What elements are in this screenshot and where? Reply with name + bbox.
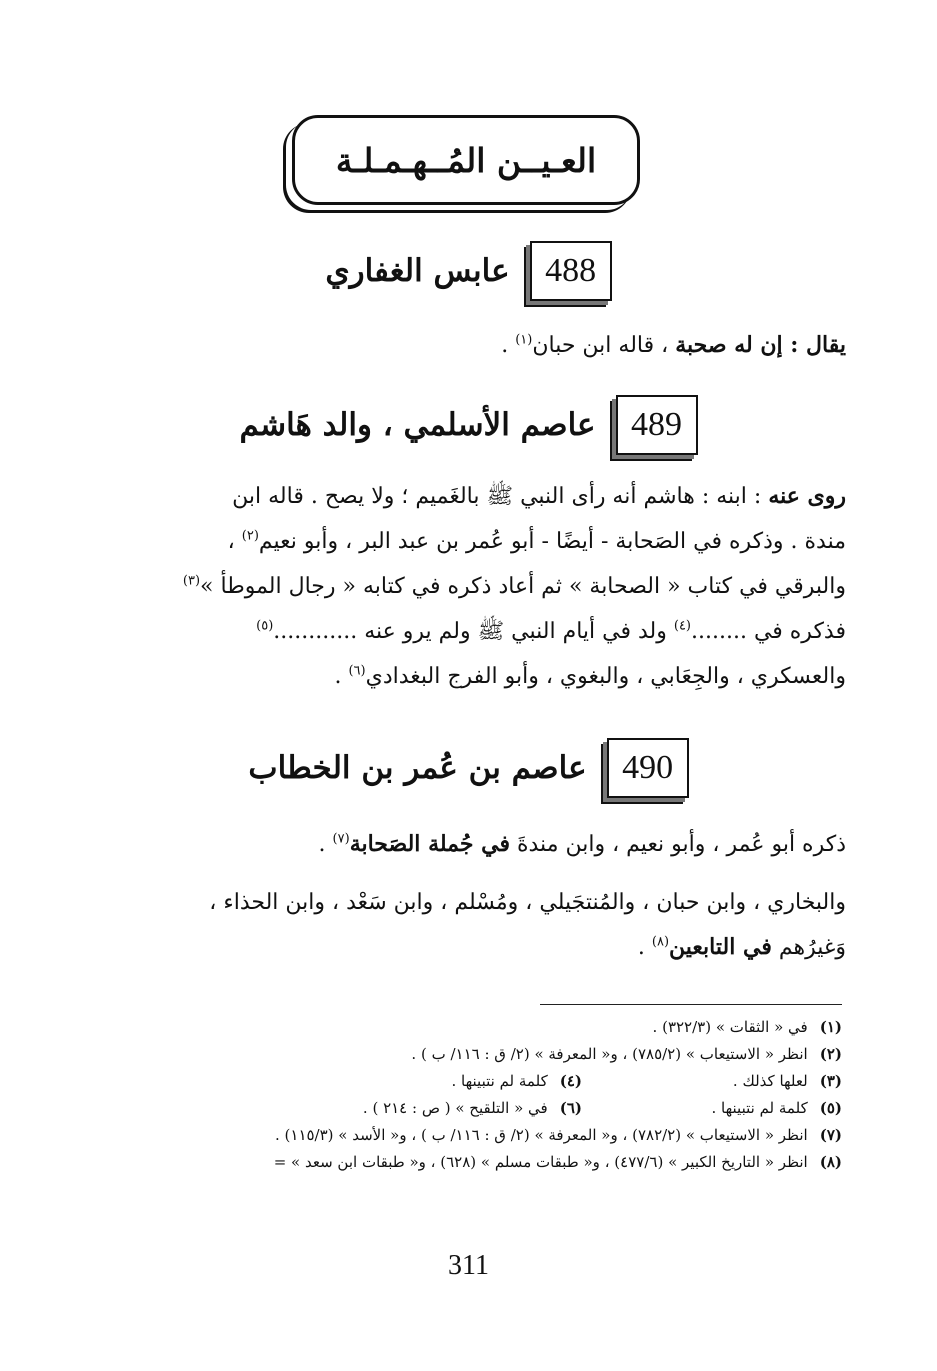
- footnote-1: [653, 1014, 842, 1041]
- entry-490-text-2: [92, 880, 846, 970]
- text-span: وَغيرُهم: [771, 935, 846, 960]
- footnote-row: [90, 1068, 842, 1095]
- footnote-text: كلمة لم نتبينها .: [711, 1099, 808, 1117]
- footnote-row: [90, 1122, 842, 1149]
- footnote-ref: (٢): [241, 528, 259, 544]
- bold-phrase: روى عنه: [768, 483, 846, 509]
- bold-phrase: يقال : إن له صحبة: [675, 332, 846, 358]
- bold-phrase: في التابعين: [669, 934, 772, 960]
- text-line: [92, 925, 846, 970]
- chapter-heading-box: [292, 115, 640, 205]
- footnote-row: [90, 1149, 842, 1176]
- text-line: [92, 609, 846, 654]
- footnote-ref: (٦): [348, 663, 366, 679]
- text-span: مندة . وذكره في الصَحابة - أيضًا - أبو عُمر بن عبد البر ، وأبو نعيم: [258, 529, 846, 554]
- text-line: [92, 564, 846, 609]
- footnote-ref: (٥): [256, 618, 274, 634]
- text-span: .: [334, 664, 349, 689]
- text-span: والبرقي في كتاب « الصحابة » ثم أعاد ذكره في كتابه « رجال الموطأ »: [200, 574, 846, 599]
- entry-name: عابس الغفاري: [325, 253, 510, 289]
- entry-name: عاصم الأسلمي ، والد هَاشم: [239, 407, 596, 443]
- text-span: .: [637, 935, 652, 960]
- footnote-row: [90, 1041, 842, 1068]
- footnote-text: في « التلقيح » ( ص : ٢١٤ ) .: [362, 1099, 548, 1117]
- footnote-ref: (٣): [182, 573, 201, 589]
- footnote-text: كلمة لم نتبينها .: [451, 1072, 548, 1090]
- text-span: ، قاله ابن حبان: [532, 333, 676, 358]
- entry-490-text-1: [92, 822, 846, 867]
- footnote-row: [90, 1095, 842, 1122]
- bold-phrase: في جُملة الصَحابة: [349, 831, 510, 857]
- entry-heading-488: [0, 238, 937, 304]
- footnote-number: (٦): [559, 1099, 582, 1117]
- footnote-text: انظر « الاستيعاب » (٧٨٢/٢) ، و« المعرفة » (٢/ ق : ١١٦/ ب ) ، و« الأسد » (١١٥/٣) .: [275, 1126, 808, 1144]
- footnote-8: [274, 1149, 842, 1176]
- footnote-2: [411, 1041, 842, 1068]
- footnote-ref: (١): [515, 332, 533, 348]
- footnote-text: انظر « التاريخ الكبير » (٤٧٧/٦) ، و« طبقات مسلم » (٦٢٨) ، و« طبقات ابن سعد » =: [273, 1153, 808, 1171]
- entry-number-box: 488: [530, 241, 612, 301]
- text-span: ولد في أيام النبي ﷺ ولم يرو عنه ............: [273, 619, 674, 644]
- page-number: 311: [448, 1250, 489, 1281]
- entry-number-box: 490: [607, 738, 689, 798]
- text-span: فذكره في ........: [691, 619, 846, 644]
- footnote-text: في « الثقات » (٣٢٢/٣) .: [652, 1018, 808, 1036]
- footnote-number: (٥): [819, 1099, 842, 1117]
- footnote-number: (٧): [819, 1126, 842, 1144]
- text-line: [92, 654, 846, 699]
- footnote-number: (١): [819, 1018, 842, 1036]
- footnote-divider: [540, 1004, 842, 1005]
- footnotes: [90, 1014, 842, 1176]
- entry-name: عاصم بن عُمر بن الخطاب: [248, 750, 587, 786]
- text-span: : ابنه : هاشم أنه رأى النبي ﷺ بالغَميم ؛ ولا يصح . قاله ابن: [232, 484, 769, 509]
- footnote-5: [582, 1095, 842, 1122]
- footnote-ref: (٨): [651, 934, 670, 950]
- text-span: والعسكري ، والجِعَابي ، والبغوي ، وأبو الفرج البغدادي: [365, 664, 846, 689]
- text-line: [92, 880, 846, 925]
- footnote-3: [582, 1068, 842, 1095]
- entry-number-box: 489: [616, 395, 698, 455]
- text-span: ،: [227, 529, 242, 554]
- footnote-row: [90, 1014, 842, 1041]
- footnote-text: انظر « الاستيعاب » (٧٨٥/٢) ، و« المعرفة » (٢/ ق : ١١٦/ ب ) .: [411, 1045, 808, 1063]
- footnote-6: [363, 1095, 582, 1122]
- footnote-ref: (٤): [673, 618, 691, 634]
- entry-489-text: [92, 474, 846, 699]
- footnote-number: (٢): [819, 1045, 842, 1063]
- entry-heading-490: [0, 735, 937, 801]
- text-line: [92, 519, 846, 564]
- footnote-number: (٨): [819, 1153, 842, 1171]
- text-span: .: [501, 333, 516, 358]
- chapter-title: العـيــن المُــهـمـلـة: [335, 140, 597, 180]
- footnote-ref: (٧): [332, 831, 350, 847]
- text-line: [92, 474, 846, 519]
- footnote-text: لعلها كذلك .: [732, 1072, 808, 1090]
- text-span: والبخاري ، وابن حبان ، والمُنتجَيلي ، ومُسْلم ، وابن سَعْد ، وابن الحذاء ،: [209, 890, 846, 915]
- footnote-7: [275, 1122, 842, 1149]
- text-span: ذكره أبو عُمر ، وأبو نعيم ، وابن مندةَ: [509, 832, 846, 857]
- footnote-number: (٤): [559, 1072, 582, 1090]
- footnote-number: (٣): [819, 1072, 842, 1090]
- entry-488-text: [92, 323, 846, 368]
- footnote-4: [452, 1068, 583, 1095]
- entry-heading-489: [0, 392, 937, 458]
- text-span: .: [318, 832, 333, 857]
